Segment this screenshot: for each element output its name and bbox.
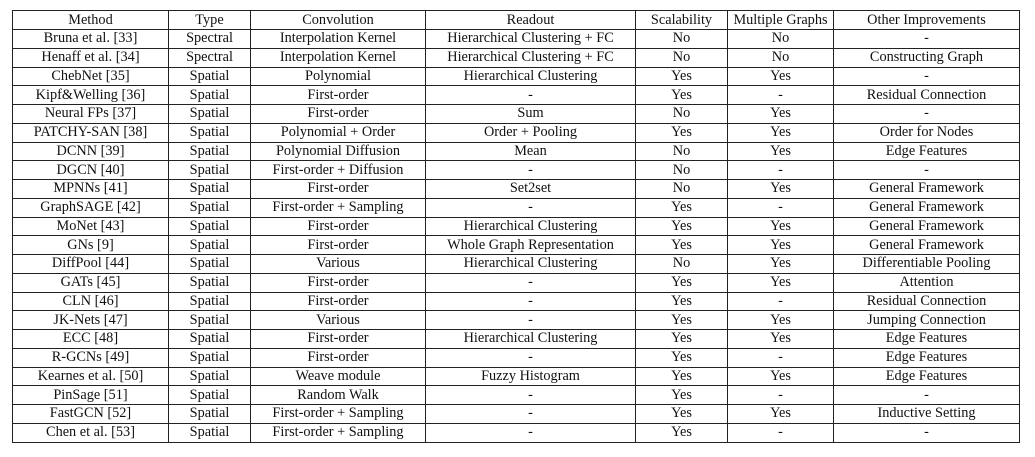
column-header: Other Improvements [834,11,1020,30]
table-cell: Yes [728,217,834,236]
table-cell: First-order [251,330,426,349]
table-cell: Spatial [169,217,251,236]
table-cell: - [834,30,1020,49]
table-cell: MoNet [43] [13,217,169,236]
table-row [13,105,1020,124]
table-cell: - [728,198,834,217]
table-cell: Yes [728,236,834,255]
table-cell: DGCN [40] [13,161,169,180]
table-cell: Yes [636,198,728,217]
table-cell: Spatial [169,330,251,349]
table-cell: Yes [636,217,728,236]
table-row [13,30,1020,49]
table-cell: - [728,161,834,180]
table-row [13,67,1020,86]
table-cell: No [728,48,834,67]
table-cell: Spatial [169,348,251,367]
table-cell: Set2set [426,180,636,199]
table-row [13,255,1020,274]
table-cell: Jumping Connection [834,311,1020,330]
table-cell: Spatial [169,180,251,199]
table-cell: Yes [728,405,834,424]
table-cell: Interpolation Kernel [251,48,426,67]
column-header: Convolution [251,11,426,30]
table-cell: Hierarchical Clustering + FC [426,48,636,67]
table-container [12,10,1020,443]
table-cell: First-order + Sampling [251,405,426,424]
table-cell: First-order [251,236,426,255]
table-cell: Edge Features [834,142,1020,161]
table-cell: No [636,180,728,199]
table-cell: Edge Features [834,348,1020,367]
table-row [13,48,1020,67]
table-header-row [13,11,1020,30]
table-cell: - [426,273,636,292]
table-cell: Spatial [169,105,251,124]
table-cell: Yes [636,236,728,255]
table-cell: First-order + Sampling [251,198,426,217]
table-cell: - [426,198,636,217]
table-cell: Chen et al. [53] [13,423,169,442]
table-cell: - [834,105,1020,124]
table-cell: Spatial [169,255,251,274]
table-cell: - [426,405,636,424]
table-cell: Yes [636,423,728,442]
table-cell: Yes [636,292,728,311]
table-cell: - [834,423,1020,442]
table-cell: JK-Nets [47] [13,311,169,330]
table-row [13,386,1020,405]
table-cell: Edge Features [834,330,1020,349]
table-cell: Kipf&Welling [36] [13,86,169,105]
table-cell: Spatial [169,161,251,180]
table-cell: GNs [9] [13,236,169,255]
table-row [13,198,1020,217]
table-row [13,236,1020,255]
table-cell: Yes [636,348,728,367]
table-row [13,123,1020,142]
column-header: Multiple Graphs [728,11,834,30]
table-cell: No [636,161,728,180]
table-cell: Hierarchical Clustering [426,67,636,86]
table-cell: No [636,142,728,161]
table-cell: No [636,255,728,274]
table-cell: Bruna et al. [33] [13,30,169,49]
table-row [13,273,1020,292]
table-cell: Yes [728,330,834,349]
column-header: Scalability [636,11,728,30]
table-cell: Yes [636,86,728,105]
table-cell: Edge Features [834,367,1020,386]
table-cell: Yes [728,273,834,292]
table-row [13,311,1020,330]
table-cell: Polynomial Diffusion [251,142,426,161]
table-cell: CLN [46] [13,292,169,311]
table-cell: Yes [728,311,834,330]
table-cell: Whole Graph Representation [426,236,636,255]
table-cell: FastGCN [52] [13,405,169,424]
table-cell: ChebNet [35] [13,67,169,86]
table-cell: Yes [636,273,728,292]
table-cell: Spatial [169,123,251,142]
table-cell: Spatial [169,86,251,105]
column-header: Type [169,11,251,30]
table-cell: - [728,292,834,311]
table-cell: - [426,161,636,180]
table-row [13,161,1020,180]
table-cell: Mean [426,142,636,161]
table-cell: Yes [728,142,834,161]
table-cell: First-order [251,292,426,311]
table-cell: General Framework [834,180,1020,199]
table-cell: First-order [251,273,426,292]
table-cell: Spatial [169,236,251,255]
table-cell: Yes [728,180,834,199]
table-cell: General Framework [834,236,1020,255]
table-cell: Yes [728,255,834,274]
table-cell: GraphSAGE [42] [13,198,169,217]
table-cell: Yes [636,67,728,86]
table-cell: Spatial [169,367,251,386]
table-cell: Neural FPs [37] [13,105,169,124]
table-cell: - [728,348,834,367]
table-cell: No [636,30,728,49]
table-cell: Yes [728,123,834,142]
table-cell: Spatial [169,405,251,424]
table-cell: Hierarchical Clustering [426,217,636,236]
table-cell: Spectral [169,30,251,49]
gcn-comparison-table [12,10,1020,443]
table-cell: First-order [251,348,426,367]
table-cell: Order for Nodes [834,123,1020,142]
table-row [13,180,1020,199]
table-cell: Yes [728,67,834,86]
table-cell: - [728,423,834,442]
table-cell: Yes [636,123,728,142]
table-cell: No [636,48,728,67]
table-cell: Yes [728,367,834,386]
table-cell: Yes [636,405,728,424]
table-cell: - [834,386,1020,405]
table-cell: Various [251,311,426,330]
table-cell: - [728,386,834,405]
table-cell: - [728,86,834,105]
table-cell: - [426,348,636,367]
table-cell: Yes [636,330,728,349]
table-cell: DiffPool [44] [13,255,169,274]
table-cell: DCNN [39] [13,142,169,161]
table-cell: Spatial [169,423,251,442]
table-cell: No [636,105,728,124]
table-cell: R-GCNs [49] [13,348,169,367]
table-cell: Hierarchical Clustering + FC [426,30,636,49]
table-cell: - [426,86,636,105]
table-cell: ECC [48] [13,330,169,349]
table-cell: Constructing Graph [834,48,1020,67]
table-cell: Order + Pooling [426,123,636,142]
table-cell: Yes [636,367,728,386]
table-cell: Various [251,255,426,274]
table-cell: Spatial [169,142,251,161]
table-row [13,330,1020,349]
table-cell: Sum [426,105,636,124]
table-cell: GATs [45] [13,273,169,292]
table-row [13,405,1020,424]
table-row [13,348,1020,367]
table-body [13,30,1020,443]
column-header: Method [13,11,169,30]
table-cell: Yes [728,105,834,124]
table-cell: Spatial [169,273,251,292]
table-cell: No [728,30,834,49]
table-cell: Hierarchical Clustering [426,330,636,349]
table-cell: Polynomial + Order [251,123,426,142]
table-cell: Henaff et al. [34] [13,48,169,67]
table-cell: Kearnes et al. [50] [13,367,169,386]
table-cell: Interpolation Kernel [251,30,426,49]
table-cell: Residual Connection [834,86,1020,105]
table-cell: First-order + Diffusion [251,161,426,180]
table-cell: Yes [636,311,728,330]
table-cell: Weave module [251,367,426,386]
table-cell: Polynomial [251,67,426,86]
table-row [13,423,1020,442]
table-cell: Spatial [169,292,251,311]
table-cell: Spatial [169,386,251,405]
table-cell: Inductive Setting [834,405,1020,424]
table-cell: First-order [251,217,426,236]
table-cell: - [834,67,1020,86]
table-cell: - [426,423,636,442]
table-cell: Spatial [169,311,251,330]
table-row [13,292,1020,311]
table-cell: - [426,386,636,405]
table-cell: Differentiable Pooling [834,255,1020,274]
table-cell: Spatial [169,198,251,217]
table-cell: Attention [834,273,1020,292]
table-cell: Random Walk [251,386,426,405]
table-cell: Fuzzy Histogram [426,367,636,386]
table-cell: MPNNs [41] [13,180,169,199]
table-cell: Spectral [169,48,251,67]
table-cell: First-order + Sampling [251,423,426,442]
table-cell: Spatial [169,67,251,86]
table-cell: General Framework [834,217,1020,236]
table-row [13,367,1020,386]
table-cell: - [426,311,636,330]
table-row [13,217,1020,236]
table-cell: Yes [636,386,728,405]
table-cell: First-order [251,86,426,105]
table-cell: PATCHY-SAN [38] [13,123,169,142]
table-cell: Residual Connection [834,292,1020,311]
table-cell: Hierarchical Clustering [426,255,636,274]
table-cell: - [834,161,1020,180]
table-cell: - [426,292,636,311]
table-cell: First-order [251,180,426,199]
column-header: Readout [426,11,636,30]
table-row [13,86,1020,105]
table-row [13,142,1020,161]
table-cell: First-order [251,105,426,124]
table-cell: PinSage [51] [13,386,169,405]
table-cell: General Framework [834,198,1020,217]
